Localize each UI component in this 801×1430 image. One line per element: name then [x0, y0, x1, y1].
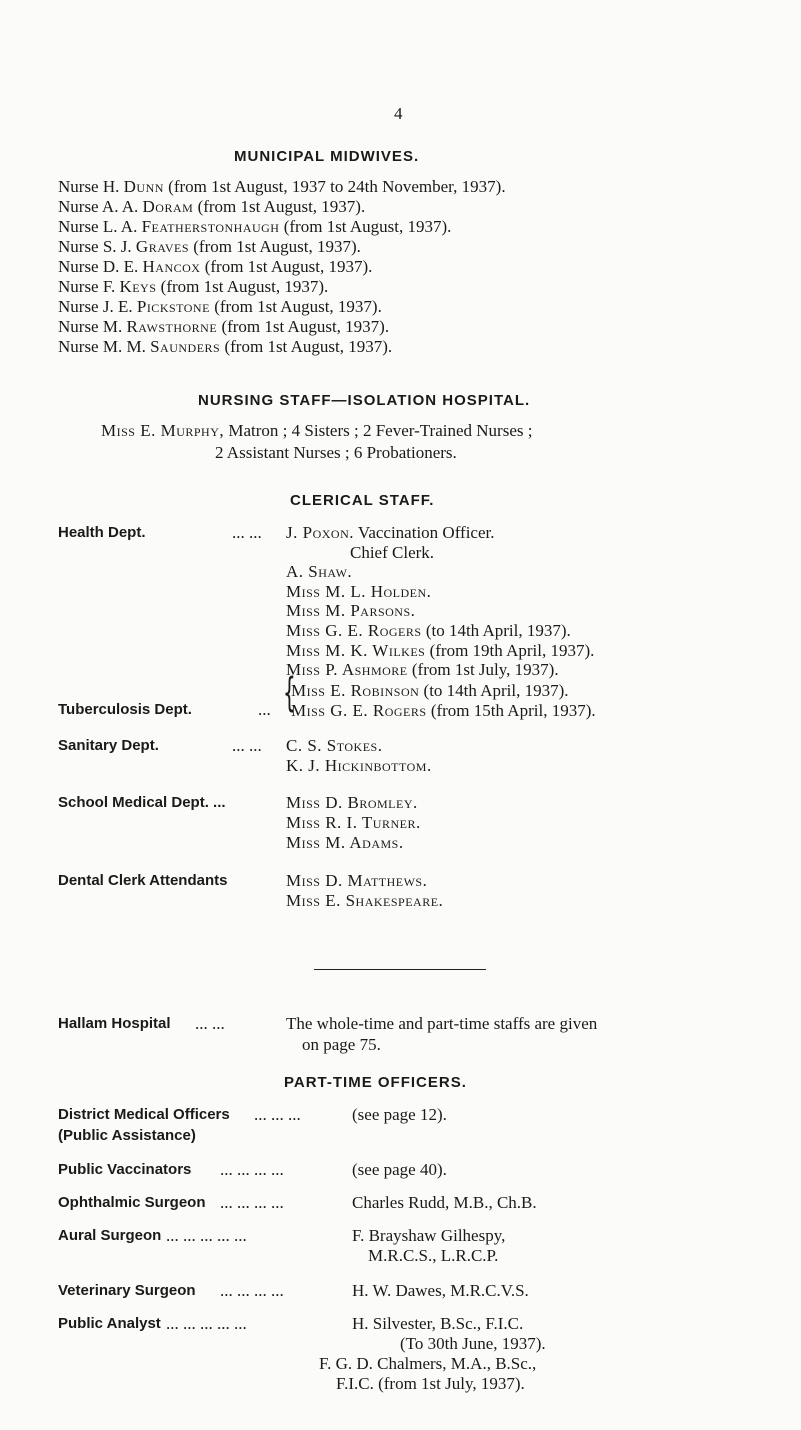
dental-staff-entry [286, 891, 443, 911]
hallam-dots: ... ... [195, 1014, 225, 1033]
staff-name: Miss D. Matthews. [286, 871, 428, 890]
tb-dept-dots: ... [258, 700, 271, 719]
health-staff-entry [286, 641, 594, 661]
midwife-entry [58, 237, 361, 257]
staff-note: Chief Clerk. [350, 542, 435, 562]
page-number: 4 [394, 104, 403, 123]
brace-symbol: { [283, 670, 296, 716]
dental-staff-entry [286, 871, 427, 891]
parttime-value: (see page 40). [352, 1160, 447, 1179]
health-staff-entry [286, 660, 559, 680]
midwives-heading: MUNICIPAL MIDWIVES. [234, 148, 420, 165]
parttime-dots: ... ... ... ... ... [166, 1314, 247, 1333]
health-staff-entry [286, 601, 415, 621]
midwife-entry [58, 277, 328, 297]
parttime-label: Ophthalmic Surgeon [58, 1194, 206, 1211]
staff-name: Miss M. Adams. [286, 833, 404, 852]
staff-name: Miss G. E. Rogers [291, 700, 427, 720]
midwife-name: Graves [135, 237, 189, 256]
midwife-entry [58, 317, 389, 337]
hallam-line-1: The whole-time and part-time staffs are given [286, 1014, 598, 1033]
parttime-value: F. Brayshaw Gilhespy, [352, 1226, 506, 1245]
parttime-value: F. G. D. Chalmers, M.A., B.Sc., [319, 1354, 537, 1373]
staff-note: (to 14th April, 1937). [419, 681, 569, 700]
parttime-label: Public Analyst [58, 1315, 161, 1332]
midwife-name: Featherstonhaugh [141, 217, 280, 236]
staff-note: (from 19th April, 1937). [425, 640, 595, 660]
staff-name: Miss R. I. Turner. [286, 813, 421, 832]
sanitary-dept-dots: ... ... [232, 736, 262, 755]
staff-name: Miss E. Shakespeare. [286, 891, 444, 910]
parttime-value: F.I.C. (from 1st July, 1937). [336, 1374, 525, 1393]
midwife-name: Hancox [142, 257, 201, 276]
section-divider [314, 969, 486, 970]
school-staff-entry [286, 793, 418, 813]
parttime-value: H. W. Dawes, M.R.C.V.S. [352, 1281, 529, 1300]
midwife-name: Rawsthorne [126, 317, 218, 336]
sanitary-staff-entry [286, 756, 432, 776]
staff-name: Miss M. Parsons. [286, 601, 416, 621]
parttime-label: Aural Surgeon [58, 1227, 162, 1244]
parttime-value: Charles Rudd, M.B., Ch.B. [352, 1193, 537, 1212]
parttime-value: H. Silvester, B.Sc., F.I.C. [352, 1314, 524, 1333]
midwife-entry [58, 297, 382, 317]
matron-name: Miss E. Murphy, [101, 421, 225, 440]
school-staff-entry [286, 813, 421, 833]
staff-name: Miss M. L. Holden. [286, 581, 432, 601]
midwife-note: (from 1st August, 1937). [193, 197, 366, 216]
midwife-entry [58, 257, 372, 277]
parttime-value: (To 30th June, 1937). [400, 1334, 546, 1353]
health-staff-entry [286, 582, 431, 602]
health-dept-dots: ... ... [232, 523, 262, 542]
clerical-heading: CLERICAL STAFF. [290, 492, 435, 509]
midwife-entry [58, 197, 365, 217]
health-staff-entry [286, 621, 571, 641]
nursing-line-1 [101, 421, 532, 441]
parttime-dots: ... ... ... ... [220, 1160, 284, 1179]
midwife-name: Dunn [123, 177, 164, 196]
tb-dept-label: Tuberculosis Dept. [58, 701, 192, 718]
midwife-note: (from 1st August, 1937). [200, 257, 373, 276]
staff-note: (from 15th April, 1937). [426, 700, 596, 720]
parttime-label: District Medical Officers [58, 1106, 230, 1123]
midwife-name: Pickstone [136, 297, 210, 316]
school-staff-entry [286, 833, 404, 853]
parttime-value: M.R.C.S., L.R.C.P. [368, 1246, 499, 1265]
staff-note: (to 14th April, 1937). [421, 621, 571, 640]
staff-name: A. Shaw. [286, 562, 353, 582]
midwife-prefix: Nurse F. [58, 277, 120, 296]
midwife-note: (from 1st August, 1937). [220, 337, 393, 356]
health-staff-entry [286, 562, 352, 582]
health-staff-entry [350, 543, 434, 563]
parttime-dots: ... ... ... ... [220, 1193, 284, 1212]
midwife-prefix: Nurse L. A. [58, 217, 142, 236]
staff-name: J. Poxon. [286, 523, 354, 542]
nursing-line-2: 2 Assistant Nurses ; 6 Probationers. [215, 443, 457, 462]
hallam-line-2: on page 75. [302, 1035, 381, 1054]
tb-staff-entry [291, 701, 596, 721]
midwife-prefix: Nurse H. [58, 177, 124, 196]
staff-name: Miss G. E. Rogers [286, 621, 422, 640]
midwife-note: (from 1st August, 1937). [156, 277, 329, 296]
staff-name: Miss D. Bromley. [286, 793, 418, 812]
nursing-heading: NURSING STAFF—ISOLATION HOSPITAL. [198, 392, 531, 409]
sanitary-staff-entry [286, 736, 382, 756]
staff-note: (from 1st July, 1937). [407, 660, 559, 680]
midwife-note: (from 1st August, 1937). [209, 297, 382, 316]
midwife-prefix: Nurse M. M. [58, 337, 151, 356]
staff-name: Miss M. K. Wilkes [286, 640, 426, 660]
dental-label: Dental Clerk Attendants [58, 872, 228, 889]
health-staff-entry [286, 523, 495, 543]
midwife-entry [58, 217, 451, 237]
midwife-prefix: Nurse D. E. [58, 257, 143, 276]
parttime-label: Veterinary Surgeon [58, 1282, 196, 1299]
parttime-dots: ... ... ... ... ... [166, 1226, 247, 1245]
midwife-note: (from 1st August, 1937). [189, 237, 361, 256]
parttime-heading: PART-TIME OFFICERS. [284, 1074, 467, 1091]
parttime-dots: ... ... ... [254, 1105, 301, 1124]
midwife-note: (from 1st August, 1937 to 24th November, 1937). [163, 177, 506, 196]
midwife-note: (from 1st August, 1937). [279, 217, 452, 236]
midwife-name: Keys [119, 277, 157, 296]
midwife-entry [58, 337, 392, 357]
midwife-prefix: Nurse S. J. [58, 237, 136, 256]
staff-name: Miss P. Ashmore [286, 660, 408, 680]
nursing-line-1-rest: Matron ; 4 Sisters ; 2 Fever-Trained Nurses ; [224, 421, 533, 440]
parttime-sublabel: (Public Assistance) [58, 1127, 196, 1144]
midwife-name: Doram [142, 197, 194, 216]
staff-name: C. S. Stokes. [286, 736, 383, 755]
midwife-prefix: Nurse A. A. [58, 197, 143, 216]
staff-name: K. J. Hickinbottom. [286, 756, 432, 775]
school-dept-label: School Medical Dept. ... [58, 794, 226, 811]
midwife-entry [58, 177, 506, 197]
parttime-dots: ... ... ... ... [220, 1281, 284, 1300]
midwife-name: Saunders [150, 337, 221, 356]
tb-staff-entry [291, 681, 569, 701]
parttime-label: Public Vaccinators [58, 1161, 192, 1178]
health-dept-label: Health Dept. [58, 524, 146, 541]
midwife-note: (from 1st August, 1937). [217, 317, 390, 336]
staff-note: Vaccination Officer. [353, 523, 495, 542]
hallam-label: Hallam Hospital [58, 1015, 171, 1032]
sanitary-dept-label: Sanitary Dept. [58, 737, 159, 754]
midwife-prefix: Nurse J. E. [58, 297, 137, 316]
midwife-prefix: Nurse M. [58, 317, 127, 336]
staff-name: Miss E. Robinson [291, 681, 420, 700]
parttime-value: (see page 12). [352, 1105, 447, 1124]
